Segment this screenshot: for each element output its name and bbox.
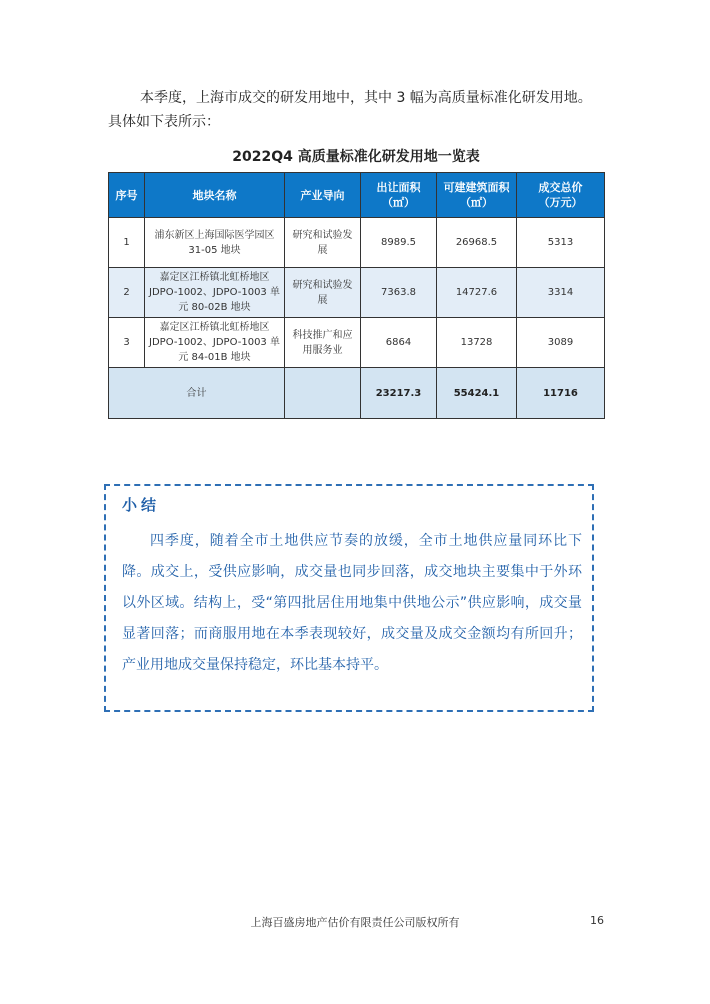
header-name: 地块名称 xyxy=(145,173,285,218)
header-area-title: 出让面积 xyxy=(376,181,421,194)
page-number: 16 xyxy=(590,914,604,927)
total-area: 23217.3 xyxy=(361,368,437,419)
header-area xyxy=(361,173,437,218)
intro-line-1: 本季度，上海市成交的研发用地中，其中 3 幅为高质量标准化研发用地。 xyxy=(140,90,592,106)
header-build-unit: （㎡） xyxy=(460,196,493,209)
cell-name: 嘉定区江桥镇北虹桥地区 JDPO-1002、JDPO-1003 单元 84-01B 地块 xyxy=(145,318,285,368)
cell-seq: 1 xyxy=(109,218,145,268)
cell-area: 7363.8 xyxy=(361,268,437,318)
total-price: 11716 xyxy=(517,368,605,419)
total-build: 55424.1 xyxy=(437,368,517,419)
summary-paragraph: 四季度，随着全市土地供应节奏的放缓，全市土地供应量同环比下降。成交上，受供应影响，成交量也同步回落，成交地块主要集中于外环以外区域。结构上，受“第四批居住用地集中供地公示”供应影响，成交量显著回落；而商服用地在本季表现较好，成交量及成交金额均有所回升；产业用地成交量保持稳定，环比基本持平。 xyxy=(122,533,582,673)
summary-title: 小结 xyxy=(122,496,161,514)
total-label: 合计 xyxy=(109,368,285,419)
header-industry: 产业导向 xyxy=(285,173,361,218)
cell-price: 3314 xyxy=(517,268,605,318)
cell-industry: 科技推广和应用服务业 xyxy=(285,318,361,368)
header-price-title: 成交总价 xyxy=(538,181,583,194)
cell-area: 6864 xyxy=(361,318,437,368)
cell-build: 14727.6 xyxy=(437,268,517,318)
cell-name: 浦东新区上海国际医学园区 31-05 地块 xyxy=(145,218,285,268)
table-header-row xyxy=(109,173,605,218)
cell-industry: 研究和试验发展 xyxy=(285,268,361,318)
cell-price: 5313 xyxy=(517,218,605,268)
cell-industry: 研究和试验发展 xyxy=(285,218,361,268)
header-price xyxy=(517,173,605,218)
cell-price: 3089 xyxy=(517,318,605,368)
header-area-unit: （㎡） xyxy=(382,196,415,209)
footer-copyright: 上海百盛房地产估价有限责任公司版权所有 xyxy=(250,916,460,929)
cell-seq: 2 xyxy=(109,268,145,318)
summary-body xyxy=(122,526,582,681)
cell-build: 13728 xyxy=(437,318,517,368)
total-industry-empty xyxy=(285,368,361,419)
table-title: 2022Q4 高质量标准化研发用地一览表 xyxy=(232,149,480,165)
cell-build: 26968.5 xyxy=(437,218,517,268)
intro-paragraph xyxy=(108,86,608,134)
header-build xyxy=(437,173,517,218)
cell-name: 嘉定区江桥镇北虹桥地区 JDPO-1002、JDPO-1003 单元 80-02B 地块 xyxy=(145,268,285,318)
header-price-unit: （万元） xyxy=(538,196,583,209)
header-seq: 序号 xyxy=(109,173,145,218)
header-build-title: 可建建筑面积 xyxy=(443,181,510,194)
table-row xyxy=(109,268,605,318)
table-row xyxy=(109,318,605,368)
land-table xyxy=(108,172,605,419)
table-row xyxy=(109,218,605,268)
cell-seq: 3 xyxy=(109,318,145,368)
summary-box xyxy=(104,484,594,712)
intro-line-2: 具体如下表所示： xyxy=(108,114,220,130)
cell-area: 8989.5 xyxy=(361,218,437,268)
table-total-row xyxy=(109,368,605,419)
